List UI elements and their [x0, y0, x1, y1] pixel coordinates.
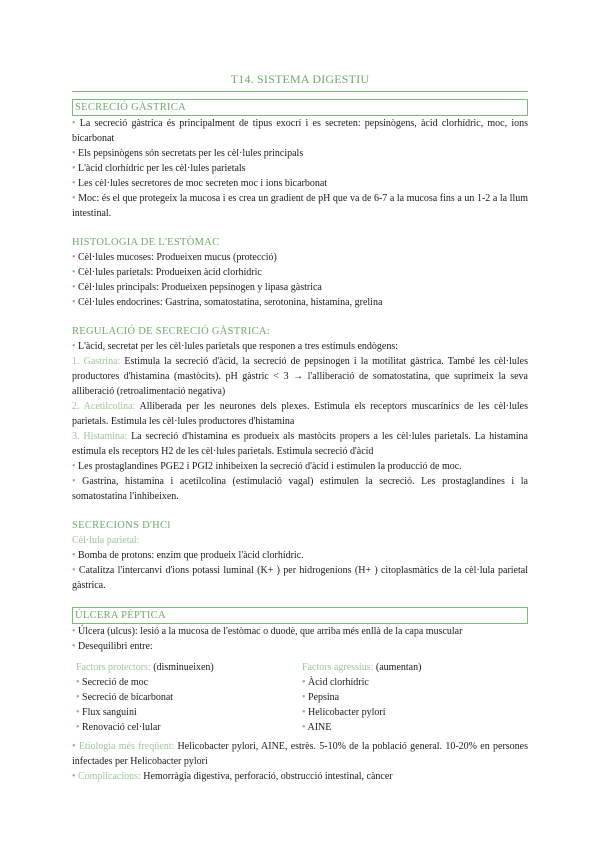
bullet: • — [302, 722, 306, 733]
complicacions-item: • Complicacions: Hemorràgia digestiva, perforació, obstrucció intestinal, càncer — [72, 771, 393, 782]
stimulus-item: 2. Acetilcolina: Alliberada per les neurones dels plexes. Estimula els receptors muscarínics de les cèl·lules parietals. Estimula les cèl·lules productores d'histamina — [72, 401, 528, 427]
list-item: • Cèl·lules endocrines: Gastrina, somatostatina, serotonina, histamina, grelina — [72, 297, 383, 308]
list-item: • L'àcid, secretat per les cèl·lules parietals que responen a tres estímuls endògens: — [72, 341, 399, 352]
list-item: • Flux sanguini — [76, 707, 137, 718]
list-item: • Desequilibri entre: — [72, 641, 153, 652]
bullet: • — [72, 341, 76, 352]
bullet: • — [72, 461, 76, 472]
list-item: • Secreció de bicarbonat — [76, 692, 174, 703]
bullet: • — [302, 677, 306, 688]
list-item: • Cèl·lules principals: Produeixen pepsinogen y lipasa gàstrica — [72, 282, 322, 293]
protectors-column — [76, 660, 302, 735]
bullet: • — [72, 148, 76, 159]
page-title: T14. SISTEMA DIGESTIU — [230, 72, 370, 86]
stimulus-item: 1. Gastrina: Estimula la secreció d'àcid, la secreció de pepsinogen i la motilitat gàstrica. També les cèl·lules productores d'histamina (mastòcits). pH gàstric < 3 → l'alliberació de somatostatina, que suprimeix la seva alliberació (retroalimentació negativa) — [72, 356, 529, 397]
list-item: • Secreció de moc — [76, 677, 149, 688]
bullet: • — [72, 163, 76, 174]
section-heading-hcl: SECRECIONS D'HCl — [72, 520, 171, 531]
bullet: • — [72, 626, 76, 637]
list-item: • Els pepsinògens són secretats per les cèl·lules principals — [72, 148, 304, 159]
list-item: • Pepsina — [302, 692, 340, 703]
bullet: • — [72, 565, 76, 576]
list-item: • Les prostaglandines PGE2 i PGI2 inhibeixen la secreció d'àcid i estimulen la producció de moc. — [72, 461, 462, 472]
bullet: • — [72, 550, 76, 561]
bullet: • — [76, 677, 80, 688]
list-item: • AINE — [302, 722, 332, 733]
list-item: • Bomba de protons: enzim que produeix l'àcid clorhídric. — [72, 550, 304, 561]
bullet: • — [76, 722, 80, 733]
list-item: • Les cèl·lules secretores de moc secreten moc i ions bicarbonat — [72, 178, 328, 189]
list-item: • Úlcera (ulcus): lesió a la mucosa de l'estòmac o duodè, que arriba més enllà de la capa muscular — [72, 626, 463, 637]
list-item: • Helicobacter pylori — [302, 707, 386, 718]
bullet: • — [302, 692, 306, 703]
bullet: • — [72, 193, 76, 204]
section-heading-regulacio: REGULACIÓ DE SECRECIÓ GÀSTRICA: — [72, 326, 271, 337]
title-divider — [72, 91, 528, 92]
list-item: • Cèl·lules parietals: Produeixen àcid clorhídric — [72, 267, 262, 278]
stimulus-item: 3. Histamina: La secreció d'histamina es produeix als mastòcits propers a les cèl·lules parietals. La histamina estimula els receptors H2 de les cèl·lules parietals. Estimula secreció d'àcid — [72, 431, 528, 457]
protectors-heading: Factors protectors: (disminueixen) — [76, 662, 214, 673]
list-item: • Àcid clorhídric — [302, 677, 369, 688]
etiologia-item: • Etiologia més freqüent: Helicobacter pylori, AINE, estrès. 5-10% de la població general. 10-20% en persones infectades per Helicobacter pylori — [72, 741, 529, 767]
content — [72, 99, 528, 784]
bullet: • — [72, 178, 76, 189]
factors-columns — [72, 660, 528, 735]
bullet: • — [302, 707, 306, 718]
bullet: • — [72, 297, 76, 308]
agressius-heading: Factors agressius: (aumentan) — [302, 662, 422, 673]
bullet: • — [72, 282, 76, 293]
section-heading-secrecio: SECRECIÓ GÀSTRICA — [72, 99, 528, 116]
list-item: • Catalitza l'intercanvi d'ions potassi luminal (K+ ) per hidrogenions (H+ ) citoplasmàtics de la cèl·lula parietal gàstrica. — [72, 565, 528, 591]
bullet: • — [76, 707, 80, 718]
bullet: • — [76, 692, 80, 703]
bullet: • — [72, 741, 76, 752]
bullet: • — [72, 476, 76, 487]
bullet: • — [72, 118, 76, 129]
list-item: • Renovació cel·lular — [76, 722, 161, 733]
section-heading-ulcera: ÚLCERA PÈPTICA — [72, 607, 528, 624]
bullet: • — [72, 252, 76, 263]
list-item: • L'àcid clorhídric per les cèl·lules parietals — [72, 163, 246, 174]
bullet: • — [72, 267, 76, 278]
bullet: • — [72, 641, 76, 652]
section-heading-histologia: HISTOLOGIA DE L'ESTÒMAC — [72, 237, 220, 248]
list-item: • Cèl·lules mucoses: Produeixen mucus (protecció) — [72, 252, 277, 263]
list-item: • La secreció gàstrica és principalment de tipus exocrí i es secreten: pepsinògens, àcid clorhídric, moc, ions bicarbonat — [72, 118, 528, 144]
list-item: • Gastrina, histamina i acetilcolina (estimulació vagal) estimulen la secreció. Les prostaglandines i la somatostatina l'inhibeixen. — [72, 476, 529, 502]
agressius-column — [302, 660, 528, 735]
list-item: • Moc: és el que protegeix la mucosa i es crea un gradient de pH que va de 6-7 a la mucosa fins a un 1-2 a la llum intestinal. — [72, 193, 529, 219]
bullet: • — [72, 771, 76, 782]
subheading-cellula-parietal: Cèl·lula parietal: — [72, 535, 140, 546]
